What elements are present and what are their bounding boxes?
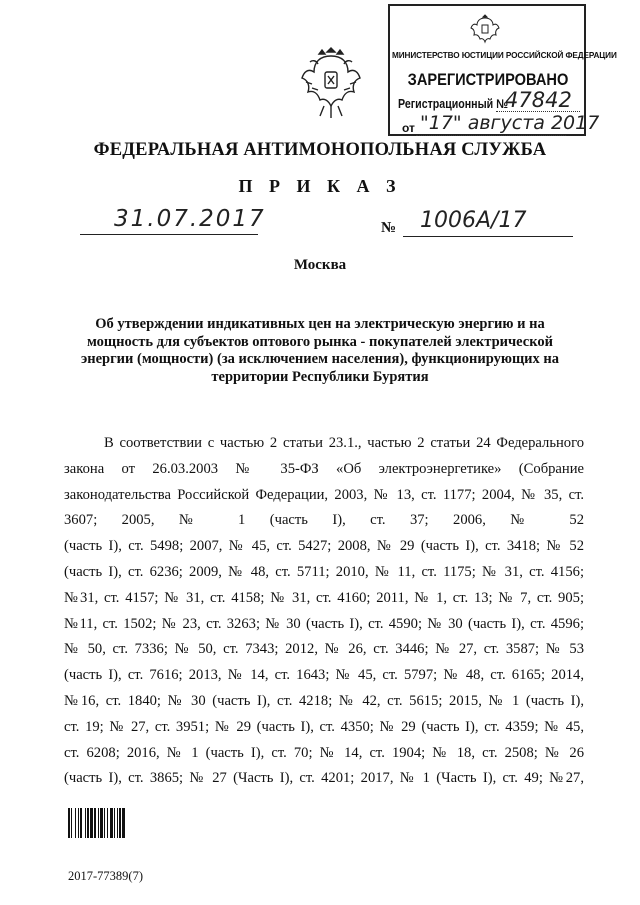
document-code: 2017-77389(7): [68, 869, 143, 883]
document-type: П Р И К А З: [238, 176, 402, 196]
body-line: (часть I), ст. 5498; 2007, № 45, ст. 5427; 2008, № 29 (часть I), ст. 3418; № 52: [64, 538, 584, 555]
body-line: №16, ст. 1840; № 30 (часть I), ст. 4218; № 42, ст. 5615; 2015, № 1 (часть I),: [64, 692, 584, 709]
body-line: (часть I), ст. 7616; 2013, № 14, ст. 1643; № 45, ст. 5797; № 48, ст. 6165; 2014,: [64, 667, 584, 684]
order-title: [70, 316, 570, 386]
body-line: законодательства Российской Федерации, 2003, № 13, ст. 1177; 2004, № 35, ст.: [64, 486, 584, 503]
city: Москва: [293, 257, 347, 273]
number-sign: №: [381, 220, 397, 236]
date-underline: [80, 234, 258, 235]
stamp-date-underline: [416, 135, 566, 136]
body-line: закона от 26.03.2003 № 35-ФЗ «Об электроэнергетике» (Собрание: [64, 460, 584, 477]
body-line: (часть I), ст. 6236; 2009, № 48, ст. 5711; 2010, № 11, ст. 1175; № 31, ст. 4156;: [64, 563, 584, 580]
title-line: территории Республики Бурятия: [211, 368, 429, 385]
body-line: №11, ст. 1502; № 23, ст. 3263; № 30 (часть I), ст. 4590; № 30 (часть I), ст. 4596;: [64, 615, 584, 632]
body-line: (часть I), ст. 3865; № 27 (Часть I), ст. 4201; 2017, № 1 (Часть I), ст. 49; №27,: [64, 770, 584, 787]
body-line: № 50, ст. 7336; № 50, ст. 7343; 2012, № 26, ст. 3446; № 27, ст. 3587; № 53: [64, 641, 584, 658]
order-number: 1006А/17: [420, 208, 527, 233]
body-line: В соответствии с частью 2 статьи 23.1., частью 2 статьи 24 Федерального: [104, 435, 584, 451]
order-date: 31.07.2017: [114, 206, 266, 232]
stamp-emblem-icon: [470, 12, 500, 44]
body-line: 3607; 2005, № 1 (часть I), ст. 37; 2006, № 52: [64, 512, 584, 529]
stamp-status-text: ЗАРЕГИСТРИРОВАНО: [407, 70, 569, 89]
title-line: мощность для субъектов оптового рынка - покупателей электрической: [87, 333, 553, 350]
title-line: энергии (мощности) (за исключением населения), функционирующих на: [80, 351, 560, 367]
body-paragraph: [64, 431, 584, 792]
body-line: №31, ст. 4157; № 31, ст. 4158; № 31, ст. 4160; 2011, № 1, ст. 13; № 7, ст. 905;: [64, 589, 584, 606]
stamp-from-date: "17" августа 2017: [420, 112, 600, 134]
number-underline: [403, 236, 573, 237]
title-line: Об утверждении индикативных цен на электрическую энергию и на: [95, 316, 545, 332]
stamp-ministry-text: МИНИСТЕРСТВО ЮСТИЦИИ РОССИЙСКОЙ ФЕДЕРАЦИИ: [392, 51, 617, 60]
body-line: ст. 19; № 27, ст. 3951; № 29 (часть I), ст. 4350; № 29 (часть I), ст. 4359; № 45,: [64, 718, 584, 735]
stamp-from-label: от: [402, 121, 415, 135]
body-line: ст. 6208; 2016, № 1 (часть I), ст. 70; № 14, ст. 1904; № 18, ст. 2508; № 26: [64, 744, 584, 761]
stamp-reg-label: Регистрационный №: [398, 97, 508, 111]
barcode-icon: [68, 808, 158, 838]
coat-of-arms-icon: [298, 42, 364, 122]
stamp-reg-number: 47842: [505, 88, 572, 112]
agency-name: ФЕДЕРАЛЬНАЯ АНТИМОНОПОЛЬНАЯ СЛУЖБА: [93, 140, 547, 160]
